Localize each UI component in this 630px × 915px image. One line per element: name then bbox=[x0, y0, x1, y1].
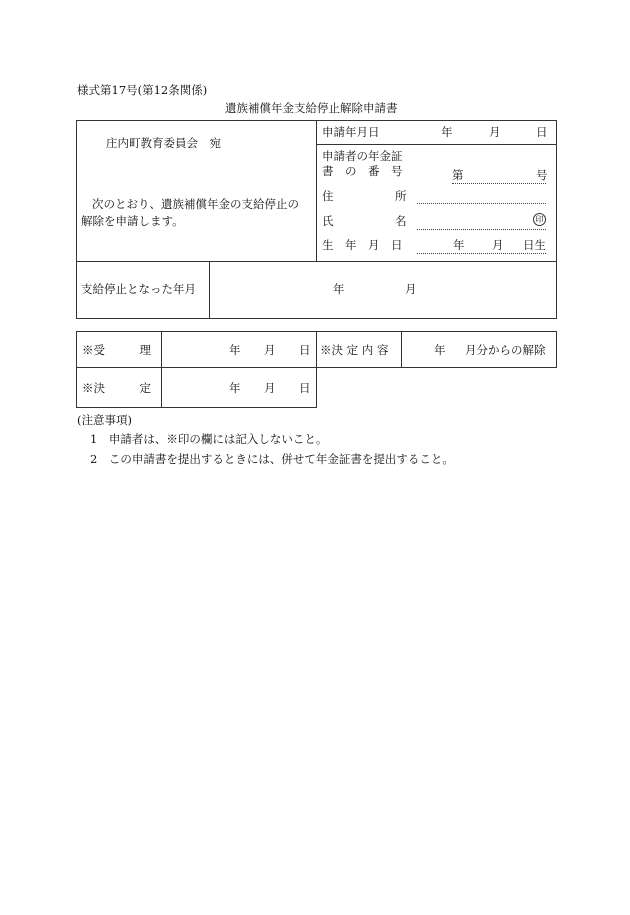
birth-year: 年 bbox=[453, 238, 465, 252]
address-label-1: 住 bbox=[322, 189, 334, 203]
name-label-2: 名 bbox=[395, 214, 407, 228]
name-label-1: 氏 bbox=[322, 214, 334, 228]
certificate-label-line1: 申請者の年金証 bbox=[322, 149, 403, 163]
date-row-divider bbox=[316, 144, 557, 145]
receipt-day: 日 bbox=[299, 343, 311, 357]
office-divider-1 bbox=[161, 331, 162, 408]
certificate-label-line2: 書 の 番 号 bbox=[322, 164, 403, 178]
application-date-label: 申請年月日 bbox=[322, 125, 380, 139]
seal-mark: 印 bbox=[533, 213, 546, 226]
application-text-line1: 次のとおり、遺族補償年金の支給停止の bbox=[92, 197, 299, 211]
application-date-day[interactable]: 日 bbox=[536, 125, 548, 139]
birth-date-field[interactable] bbox=[417, 253, 546, 254]
application-date-year[interactable]: 年 bbox=[441, 125, 453, 139]
notes-heading: (注意事項) bbox=[77, 413, 132, 427]
decision-content-year: 年 bbox=[434, 343, 446, 357]
receipt-year: 年 bbox=[229, 343, 241, 357]
birth-month: 月 bbox=[492, 238, 504, 252]
receipt-month: 月 bbox=[264, 343, 276, 357]
note-item-2: 2 この申請書を提出するときには、併せて年金証書を提出すること。 bbox=[90, 452, 454, 466]
form-title: 遺族補償年金支給停止解除申請書 bbox=[225, 101, 398, 115]
application-date-month[interactable]: 月 bbox=[489, 125, 501, 139]
stop-year[interactable]: 年 bbox=[333, 282, 345, 296]
decision-day: 日 bbox=[299, 381, 311, 395]
address-field[interactable] bbox=[417, 203, 546, 204]
decision-content-text: 月分からの解除 bbox=[465, 343, 546, 357]
certificate-dai: 第 bbox=[452, 168, 464, 182]
birth-day-born: 日生 bbox=[523, 238, 546, 252]
decision-content-label: ※決 定 内 容 bbox=[320, 343, 389, 357]
form-number: 様式第17号(第12条関係) bbox=[77, 83, 208, 97]
office-left-border bbox=[76, 368, 77, 408]
stop-row-divider bbox=[209, 261, 210, 319]
address-label-2: 所 bbox=[395, 189, 407, 203]
stop-month[interactable]: 月 bbox=[405, 282, 417, 296]
birth-date-label: 生 年 月 日 bbox=[322, 238, 403, 252]
stop-label: 支給停止となった年月 bbox=[81, 282, 196, 296]
office-divider-3 bbox=[401, 331, 402, 368]
decision-label: ※決 定 bbox=[82, 381, 151, 395]
table-divider-vertical bbox=[316, 120, 317, 261]
decision-month: 月 bbox=[264, 381, 276, 395]
office-divider-2 bbox=[316, 331, 317, 408]
receipt-label: ※受 理 bbox=[82, 343, 151, 357]
note-item-1: 1 申請者は、※印の欄には記入しないこと。 bbox=[90, 432, 328, 446]
decision-year: 年 bbox=[229, 381, 241, 395]
certificate-go: 号 bbox=[536, 168, 548, 182]
office-bottom-border bbox=[76, 407, 317, 408]
application-text-line2: 解除を申請します。 bbox=[81, 214, 184, 228]
addressee: 庄内町教育委員会 宛 bbox=[106, 136, 221, 150]
name-field[interactable] bbox=[417, 229, 546, 230]
certificate-number-field[interactable] bbox=[452, 183, 546, 184]
table-divider-stop-row bbox=[76, 261, 557, 262]
